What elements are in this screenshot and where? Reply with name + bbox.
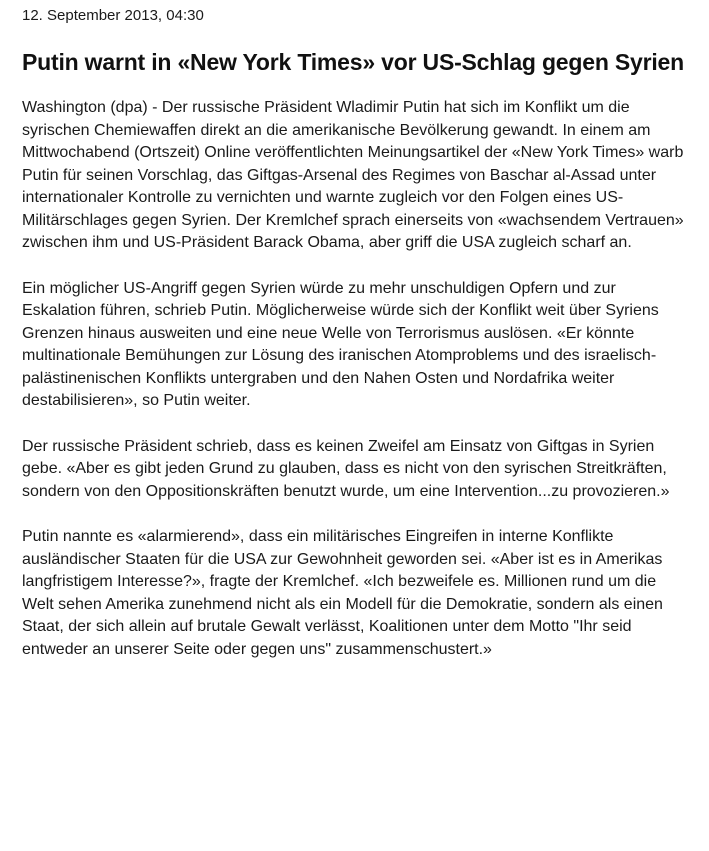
article-headline: Putin warnt in «New York Times» vor US-Schlag gegen Syrien [22, 49, 684, 75]
article-paragraph: Ein möglicher US-Angriff gegen Syrien würde zu mehr unschuldigen Opfern und zur Eskalation führen, schrieb Putin. Möglicherweise würde sich der Konflikt weit über Syriens Grenzen hinaus ausweiten und eine neue Welle von Terrorismus auslösen. «Er könnte multinationale Bemühungen zur Lösung des iranischen Atomproblems und des israelisch-palästinenischen Konflikts untergraben und den Nahen Osten und Nordafrika weiter destabilisieren», so Putin weiter. [22, 279, 659, 409]
article-paragraph: Putin nannte es «alarmierend», dass ein militärisches Eingreifen in interne Konflikte ausländischer Staaten für die USA zur Gewohnheit geworden sei. «Aber ist es in Amerikas langfristigem Interesse?», fragte der Kremlchef. «Ich bezweifele es. Millionen rund um die Welt sehen Amerika zunehmend nicht als ein Modell für die Demokratie, sondern als einen Staat, der sich allein auf brutale Gewalt verlässt, Koalitionen unter dem Motto "Ihr seid entweder an unserer Seite oder gegen uns" zusammenschustert.» [22, 528, 663, 658]
article-body [22, 97, 691, 661]
article-paragraph: Washington (dpa) - Der russische Präsident Wladimir Putin hat sich im Konflikt um die syrischen Chemiewaffen direkt an die amerikanische Bevölkerung gewandt. In einem am Mittwochabend (Ortszeit) Online veröffentlichten Meinungsartikel der «New York Times» warb Putin für seinen Vorschlag, das Giftgas-Arsenal des Regimes von Baschar al-Assad unter internationaler Kontrolle zu vernichten und warnte zugleich vor den Folgen eines US-Militärschlages gegen Syrien. Der Kremlchef sprach einerseits von «wachsendem Vertrauen» zwischen ihm und US-Präsident Barack Obama, aber griff die USA zugleich scharf an. [22, 99, 684, 251]
article-paragraph: Der russische Präsident schrieb, dass es keinen Zweifel am Einsatz von Giftgas in Syrien gebe. «Aber es gibt jeden Grund zu glauben, dass es nicht von den syrischen Streitkräften, sondern von den Oppositionskräften benutzt wurde, um eine Intervention...zu provozieren.» [22, 437, 670, 500]
article-timestamp: 12. September 2013, 04:30 [22, 7, 204, 24]
